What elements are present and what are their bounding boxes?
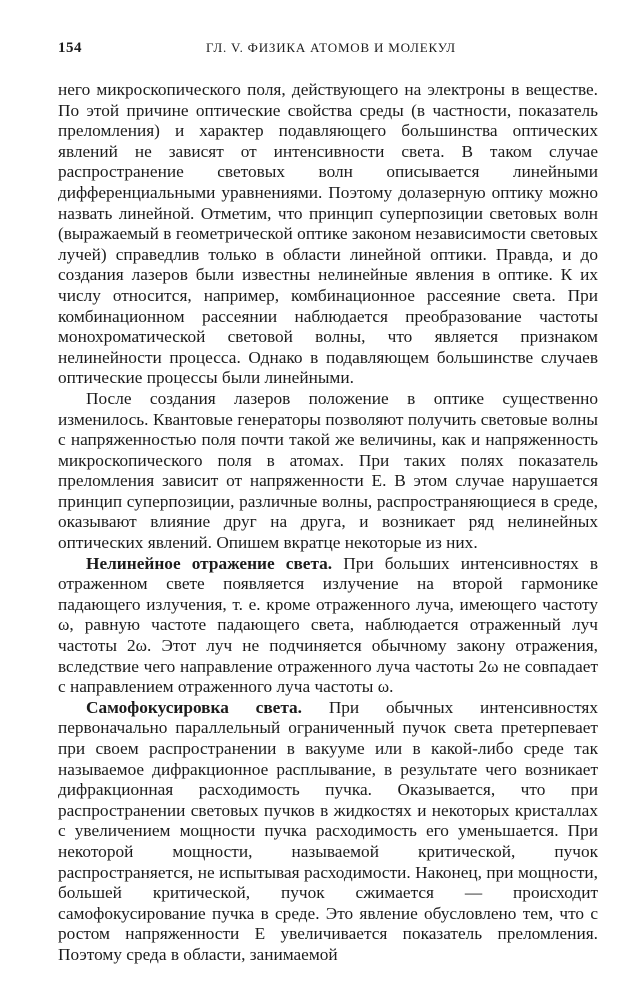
- section-heading-nonlinear-reflection: Нелинейное отражение света.: [86, 553, 333, 573]
- page-header: [58, 40, 598, 64]
- section-heading-self-focusing: Самофокусировка света.: [86, 697, 302, 717]
- paragraph-2: [58, 389, 598, 554]
- running-title: ГЛ. V. ФИЗИКА АТОМОВ И МОЛЕКУЛ: [206, 40, 456, 55]
- paragraph-1: [58, 80, 598, 389]
- book-page: [58, 40, 598, 966]
- paragraph-text: При больших интенсивностях в отраженном свете появляется излучение на второй гармонике падающего излучения, т. е. кроме отраженного луча, имеющего частоту ω, равную частоте падающего света, наблюдается отраженный луч частоты 2ω. Этот луч не подчиняется обычному закону отражения, вследствие чего направление отраженного луча частоты 2ω не совпадает с направлением отраженного луча частоты ω.: [58, 553, 598, 697]
- paragraph-3: [58, 554, 598, 698]
- body-text: [58, 80, 598, 966]
- paragraph-text: него микроскопического поля, действующего на электроны в веществе. По этой причине оптические свойства среды (в частности, показатель преломления) и характер подавляющего большинства оптических явлений не зависят от интенсивности света. В таком случае распространение световых волн описывается линейными дифференциальными уравнениями. Поэтому долазерную оптику можно назвать линейной. Отметим, что принцип суперпозиции световых волн (выражаемый в геометрической оптике законом независимости световых лучей) справедлив только в области линейной оптики. Правда, и до создания лазеров были известны нелинейные явления в оптике. К их числу относится, например, комбинационное рассеяние света. При комбинационном рассеянии наблюдается преобразование частоты монохроматической световой волны, что является признаком нелинейности процесса. Однако в подавляющем большинстве случаев оптические процессы были линейными.: [58, 80, 598, 388]
- page-number: 154: [58, 40, 82, 56]
- paragraph-text: После создания лазеров положение в оптике существенно изменилось. Квантовые генераторы позволяют получить световые волны с напряженностью поля почти такой же величины, как и напряженность микроскопического поля в атомах. При таких полях показатель преломления зависит от напряженности E. В этом случае нарушается принцип суперпозиции, различные волны, распространяющиеся в среде, оказывают влияние друг на друга, и возникает ряд нелинейных оптических явлений. Опишем вкратце некоторые из них.: [58, 388, 598, 553]
- paragraph-text: При обычных интенсивностях первоначально параллельный ограниченный пучок света претерпевает при своем распространении в вакууме или в какой-либо среде так называемое дифракционное расплывание, в результате чего возникает дифракционная расходимость пучка. Оказывается, что при распространении световых пучков в жидкостях и некоторых кристаллах с увеличением мощности пучка расходимость его уменьшается. При некоторой мощности, называемой критической, пучок распространяется, не испытывая расходимости. Наконец, при мощности, большей критической, пучок сжимается — происходит самофокусирование пучка в среде. Это явление обусловлено тем, что с ростом напряженности E увеличивается показатель преломления. Поэтому среда в области, занимаемой: [58, 697, 599, 964]
- paragraph-4: [58, 698, 598, 966]
